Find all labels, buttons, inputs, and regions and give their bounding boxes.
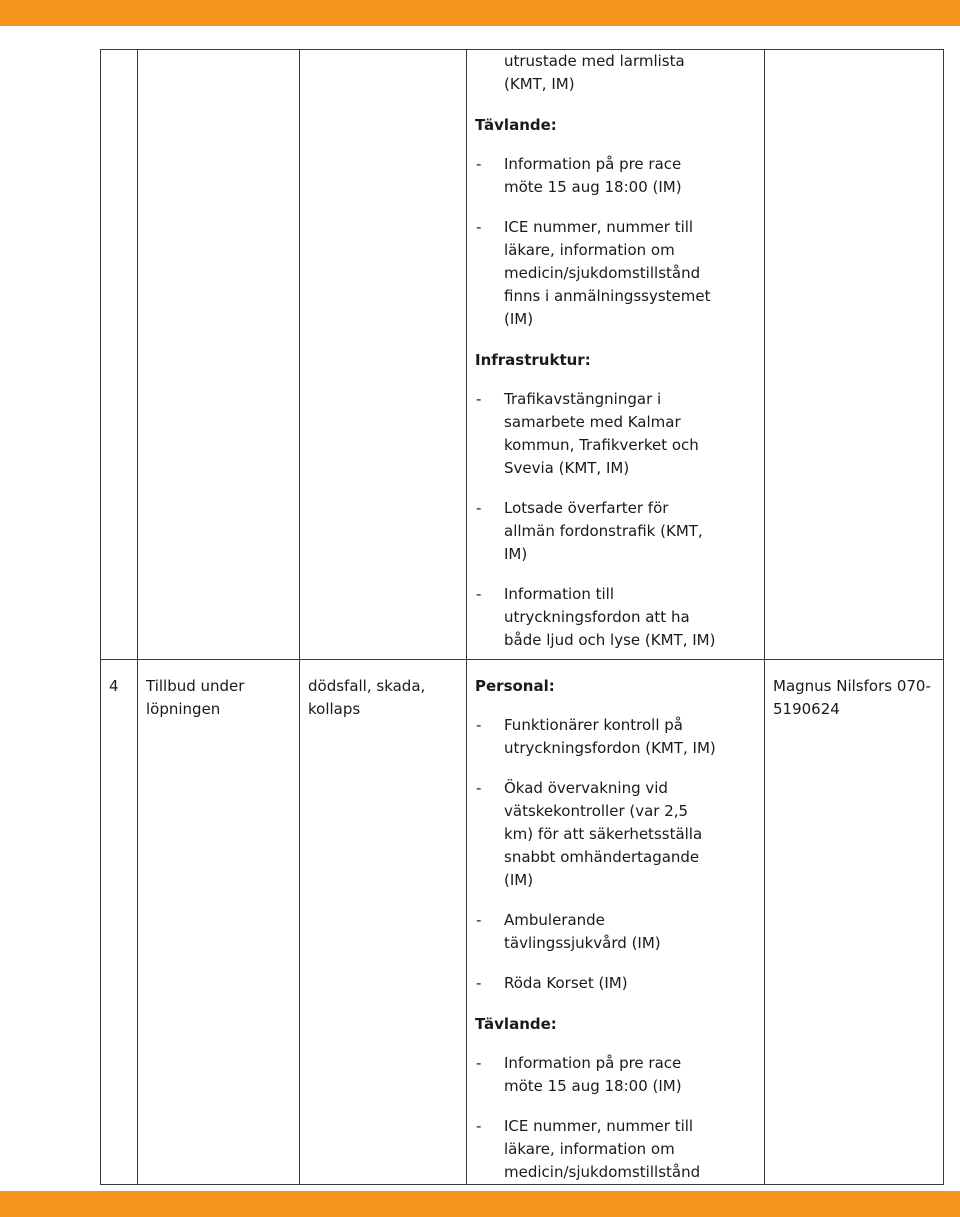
- section-heading: Personal:: [475, 677, 555, 695]
- bullet-dash: -: [476, 585, 482, 603]
- list-item-text: ICE nummer, nummer till läkare, information om medicin/sjukdomstillstånd: [504, 1117, 701, 1181]
- bullet-dash: -: [476, 1117, 482, 1135]
- section-heading: Infrastruktur:: [475, 351, 591, 369]
- list-item-text: Information till utryckningsfordon att ha både ljud och lyse (KMT, IM): [504, 585, 716, 649]
- list-item-text: Lotsade överfarter för allmän fordonstrafik (KMT, IM): [504, 499, 703, 563]
- bullet-dash: -: [476, 155, 482, 173]
- list-item-text: Information på pre race möte 15 aug 18:00 (IM): [504, 1054, 682, 1095]
- risk-cell: dödsfall, skada, kollaps: [300, 660, 467, 1185]
- list-item: [475, 777, 754, 892]
- bullet-dash: -: [476, 218, 482, 236]
- contact-cell: Magnus Nilsfors 070-5190624: [765, 660, 944, 1185]
- list-item: [475, 153, 754, 199]
- footer-bar: [0, 1191, 960, 1217]
- measures-content: [467, 50, 764, 652]
- list-item-text: Röda Korset (IM): [504, 974, 628, 992]
- list-item: [475, 1052, 754, 1098]
- list-item-text: Information på pre race möte 15 aug 18:00 (IM): [504, 155, 682, 196]
- table-row: [101, 660, 944, 1185]
- risk-cell: [300, 50, 467, 660]
- row-number-cell: 4: [101, 660, 138, 1185]
- bullet-dash: -: [476, 911, 482, 929]
- bullet-dash: -: [476, 779, 482, 797]
- section-heading: Tävlande:: [475, 1015, 557, 1033]
- list-item: [475, 714, 754, 760]
- list-item: [475, 909, 754, 955]
- bullet-dash: -: [476, 974, 482, 992]
- measures-content: [467, 660, 764, 1184]
- event-cell: [138, 50, 300, 660]
- bullet-dash: -: [476, 390, 482, 408]
- list-item-text: Ökad övervakning vid vätskekontroller (var 2,5 km) för att säkerhetsställa snabbt omhändertagande (IM): [504, 779, 703, 889]
- continuation-text: (KMT, IM): [504, 75, 575, 93]
- contact-cell: [765, 50, 944, 660]
- measures-cell: [467, 50, 765, 660]
- list-item-text: Funktionärer kontroll på utryckningsfordon (KMT, IM): [504, 716, 716, 757]
- list-item-text: Ambulerande tävlingssjukvård (IM): [504, 911, 661, 952]
- list-item: [475, 388, 754, 480]
- list-item-text: Trafikavstängningar i samarbete med Kalmar kommun, Trafikverket och Svevia (KMT, IM): [504, 390, 699, 477]
- section-heading: Tävlande:: [475, 116, 557, 134]
- list-item: [475, 583, 754, 652]
- table-row: [101, 50, 944, 660]
- header-bar: [0, 0, 960, 26]
- bullet-dash: -: [476, 499, 482, 517]
- list-item: [475, 1115, 754, 1184]
- list-item: [475, 497, 754, 566]
- continuation-text: utrustade med larmlista: [504, 52, 685, 70]
- list-item-text: ICE nummer, nummer till läkare, information om medicin/sjukdomstillstånd finns i anmälningssystemet (IM): [504, 218, 711, 328]
- measures-cell: [467, 660, 765, 1185]
- bullet-dash: -: [476, 716, 482, 734]
- bullet-dash: -: [476, 1054, 482, 1072]
- row-number-cell: [101, 50, 138, 660]
- risk-table: [100, 49, 944, 1185]
- list-item: [475, 216, 754, 331]
- list-item: [475, 972, 754, 995]
- event-cell: Tillbud under löpningen: [138, 660, 300, 1185]
